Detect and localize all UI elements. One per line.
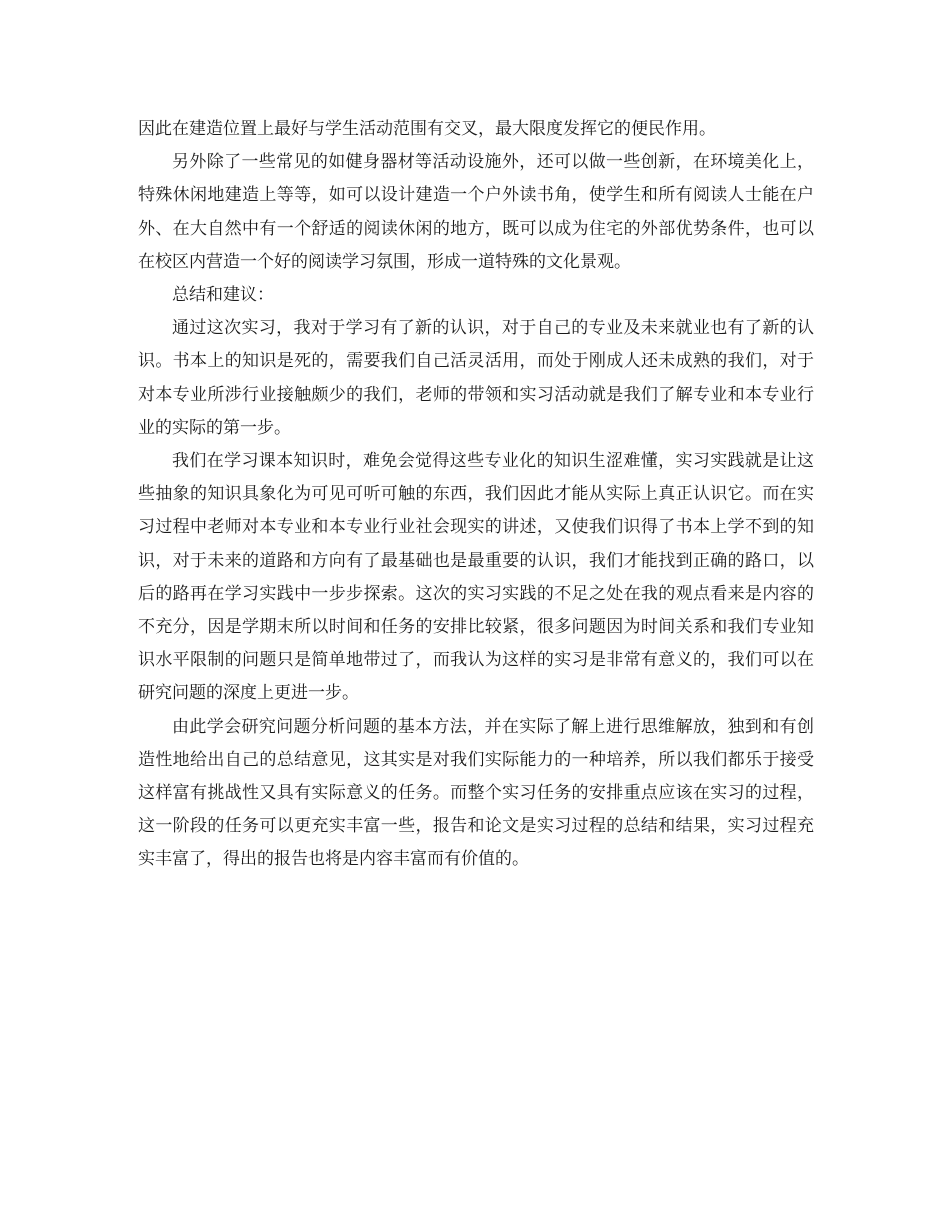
section-heading-summary: 总结和建议： [172, 285, 274, 306]
paragraph-continuation: 因此在建造位置上最好与学生活动范围有交叉，最大限度发挥它的便民作用。 [138, 119, 716, 139]
paragraph-internship-understanding: 通过这次实习，我对于学习有了新的认识，对于自己的专业及未来就业也有了新的认识。书本上的知识是死的，需要我们自己活灵活用，而处于刚成人还未成熟的我们，对于对本专业所涉行业接触颇少的我们，老师的带领和实习活动就是我们了解专业和本专业行业的实际的第一步。 [138, 318, 814, 438]
paragraph-facilities: 另外除了一些常见的如健身器材等活动设施外，还可以做一些创新，在环境美化上，特殊休闲地建造上等等，如可以设计建造一个户外读书角，使学生和所有阅读人士能在户外、在大自然中有一个舒适的阅读休闲的地方，既可以成为住宅的外部优势条件，也可以在校区内营造一个好的阅读学习氛围，形成一道特殊的文化景观。 [138, 152, 814, 272]
document-page [138, 113, 814, 877]
paragraph-methods-conclusion: 由此学会研究问题分析问题的基本方法，并在实际了解上进行思维解放，独到和有创造性地给出自己的总结意见，这其实是对我们实际能力的一种培养，所以我们都乐于接受这样富有挑战性又具有实际意义的任务。而整个实习任务的安排重点应该在实习的过程，这一阶段的任务可以更充实丰富一些，报告和论文是实习过程的总结和结果，实习过程充实丰富了，得出的报告也将是内容丰富而有价值的。 [138, 716, 814, 870]
paragraph-practice-reflection: 我们在学习课本知识时，难免会觉得这些专业化的知识生涩难懂，实习实践就是让这些抽象的知识具象化为可见可听可触的东西，我们因此才能从实际上真正认识它。而在实习过程中老师对本专业和本专业行业社会现实的讲述，又使我们识得了书本上学不到的知识，对于未来的道路和方向有了最基础也是最重要的认识，我们才能找到正确的路口，以后的路再在学习实践中一步步探索。这次的实习实践的不足之处在我的观点看来是内容的不充分，因是学期末所以时间和任务的安排比较紧，很多问题因为时间关系和我们专业知识水平限制的问题只是简单地带过了，而我认为这样的实习是非常有意义的，我们可以在研究问题的深度上更进一步。 [138, 451, 814, 704]
